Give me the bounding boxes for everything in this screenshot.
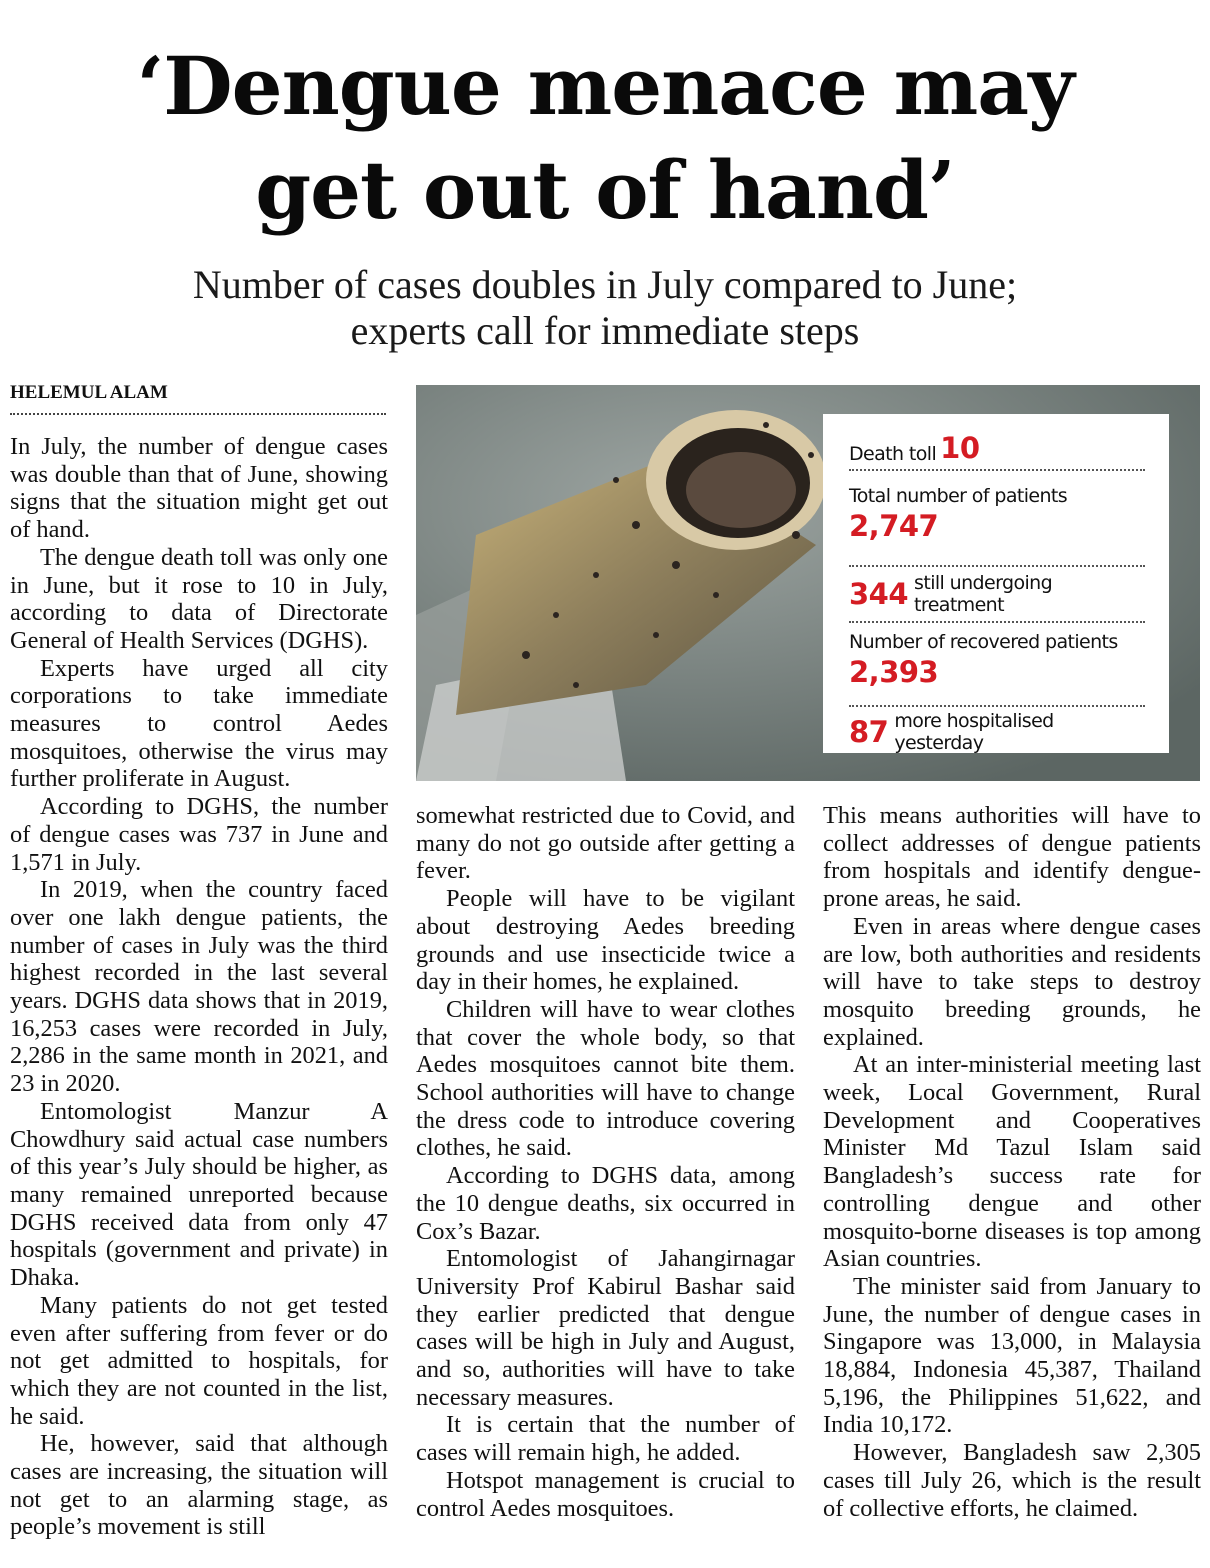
subheadline <box>0 262 1210 354</box>
hospitalised-value: 87 <box>849 715 889 749</box>
paragraph: According to DGHS, the number of dengue cases was 737 in June and 1,571 in July. <box>10 793 388 876</box>
death-toll-value: 10 <box>940 431 980 465</box>
paragraph: However, Bangladesh saw 2,305 cases till July 26, which is the result of collective efforts, he claimed. <box>823 1439 1201 1522</box>
paragraph: Children will have to wear clothes that cover the whole body, so that Aedes mosquitoes cannot bite them. School authorities will have to change the dress code to introduce covering clothes, he said. <box>416 995 795 1162</box>
death-toll-label: Death toll <box>849 443 937 465</box>
total-patients-label: Total number of patients <box>849 485 1068 507</box>
paragraph: Experts have urged all city corporations to take immediate measures to control Aedes mosquitoes, otherwise the virus may further proliferate in August. <box>10 654 388 793</box>
paragraph: This means authorities will have to collect addresses of dengue patients from hospitals and identify dengue-prone areas, he said. <box>823 802 1201 913</box>
paragraph: According to DGHS data, among the 10 dengue deaths, six occurred in Cox’s Bazar. <box>416 1162 795 1245</box>
hospitalised-label: more hospitalised yesterday <box>894 710 1054 754</box>
subheadline-line-2: experts call for immediate steps <box>350 308 860 353</box>
paragraph: He, however, said that although cases are increasing, the situation will not get to an alarming stage, as people’s movement is still <box>10 1430 388 1541</box>
undergoing-value: 344 <box>849 577 909 611</box>
total-patients-stat <box>849 471 1145 567</box>
total-patients-value: 2,747 <box>849 509 939 543</box>
headline-line-2: get out of hand’ <box>255 143 955 237</box>
stats-infobox <box>823 414 1169 753</box>
paragraph: Even in areas where dengue cases are low, both authorities and residents will have to take steps to destroy mosquito breeding grounds, he explained. <box>823 912 1201 1051</box>
paragraph: The dengue death toll was only one in June, but it rose to 10 in July, according to data of Directorate General of Health Services (DGHS). <box>10 543 388 654</box>
paragraph: Many patients do not get tested even after suffering from fever or do not get admitted to hospitals, for which they are not counted in the list, he said. <box>10 1291 388 1430</box>
paragraph: Hotspot management is crucial to control Aedes mosquitoes. <box>416 1466 795 1522</box>
undergoing-treatment-stat <box>849 567 1145 623</box>
paragraph: People will have to be vigilant about destroying Aedes breeding grounds and use insecticide twice a day in their homes, he explained. <box>416 885 795 996</box>
recovered-label: Number of recovered patients <box>849 631 1118 653</box>
article-column-1 <box>10 433 388 1568</box>
paragraph: The minister said from January to June, the number of dengue cases in Singapore was 13,000, in Malaysia 18,884, Indonesia 45,387, Thailand 5,196, the Philippines 51,622, and India 10,172. <box>823 1272 1201 1439</box>
paragraph: In 2019, when the country faced over one lakh dengue patients, the number of cases in July was the third highest recorded in the last several years. DGHS data shows that in 2019, 16,253 cases were recorded in July, 2,286 in the same month in 2021, and 23 in 2020. <box>10 876 388 1098</box>
hospitalised-stat <box>849 707 1145 757</box>
subheadline-line-1: Number of cases doubles in July compared to June; <box>192 262 1018 307</box>
paragraph: At an inter-ministerial meeting last week, Local Government, Rural Development and Cooperatives Minister Md Tazul Islam said Bangladesh’s success rate for controlling dengue and other mosquito-borne diseases is top among Asian countries. <box>823 1051 1201 1273</box>
death-toll-stat <box>849 426 1145 471</box>
paragraph: In July, the number of dengue cases was double than that of June, showing signs that the situation might get out of hand. <box>10 433 388 544</box>
paragraph: It is certain that the number of cases will remain high, he added. <box>416 1411 795 1467</box>
article-column-2 <box>416 802 795 1568</box>
recovered-value: 2,393 <box>849 655 939 689</box>
headline <box>0 34 1210 242</box>
recovered-stat <box>849 623 1145 707</box>
paragraph: Entomologist of Jahangirnagar University Prof Kabirul Bashar said they earlier predicted that dengue cases will be high in July and August, and so, authorities will have to take necessary measures. <box>416 1245 795 1411</box>
undergoing-label: still undergoing treatment <box>914 572 1053 616</box>
headline-line-1: ‘Dengue menace may <box>136 39 1074 133</box>
byline: HELEMUL ALAM <box>10 382 386 415</box>
paragraph: Entomologist Manzur A Chowdhury said actual case numbers of this year’s July should be higher, as many remained unreported because DGHS received data from only 47 hospitals (government and private) in Dhaka. <box>10 1097 388 1292</box>
paragraph: somewhat restricted due to Covid, and many do not go outside after getting a fever. <box>416 802 795 885</box>
article-column-3 <box>823 802 1201 1568</box>
